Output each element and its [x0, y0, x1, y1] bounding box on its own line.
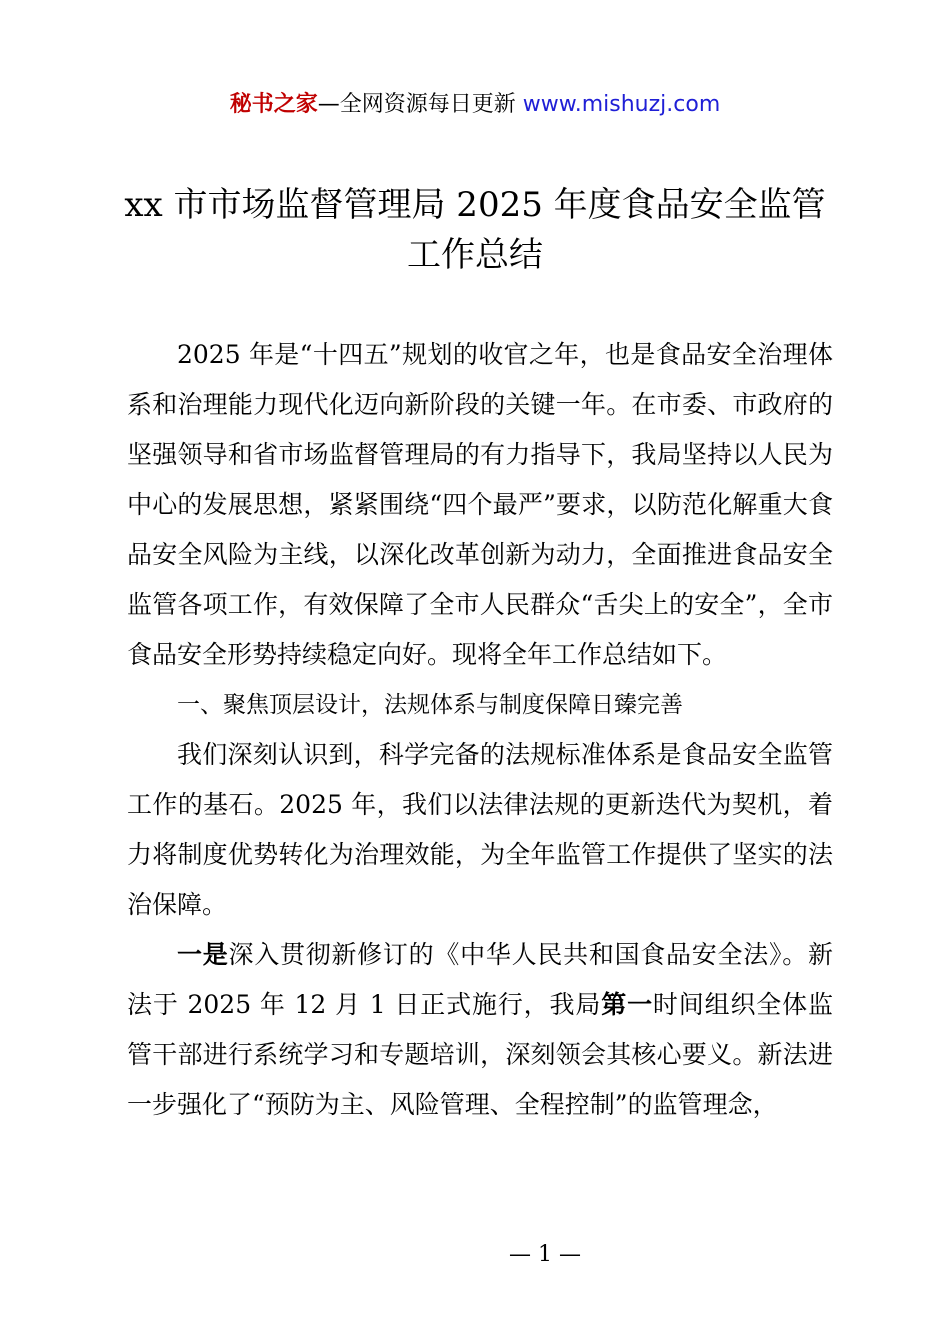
- header-tagline: —全网资源每日更新: [317, 92, 516, 117]
- intro-paragraph: 2025 年是“十四五”规划的收官之年，也是食品安全治理体系和治理能力现代化迈向新阶段的关键一年。在市委、市政府的坚强领导和省市场监督管理局的有力指导下，我局坚持以人民为中心的发展思想，紧紧围绕“四个最严”要求，以防范化解重大食品安全风险为主线，以深化改革创新为动力，全面推进食品安全监管各项工作，有效保障了全市人民群众“舌尖上的安全”，全市食品安全形势持续稳定向好。现将全年工作总结如下。: [127, 340, 833, 669]
- item-text-a: 深入贯彻新修订的《中华人民共和国食品安全法》。新法于 2025 年 12 月 1 日正式施行，我局: [127, 940, 833, 1019]
- item-paragraph: [127, 930, 833, 1130]
- section-heading: 一、聚焦顶层设计，法规体系与制度保障日臻完善: [177, 692, 683, 718]
- document-body: [127, 330, 833, 1130]
- item-lead: 一是: [177, 940, 229, 969]
- title-line-2: 工作总结: [407, 235, 543, 275]
- section-intro-paragraph: 我们深刻认识到，科学完备的法规标准体系是食品安全监管工作的基石。2025 年，我们以法律法规的更新迭代为契机，着力将制度优势转化为治理效能，为全年监管工作提供了坚实的法治保障。: [127, 740, 833, 919]
- item-text-b: 时间组织全体监管干部进行系统学习和专题培训，深刻领会其核心要义。新法进一步强化了“预防为主、风险管理、全程控制”的监管理念，: [127, 990, 833, 1119]
- title-line-1: xx 市市场监督管理局 2025 年度食品安全监管: [124, 185, 826, 225]
- site-url-link[interactable]: www.mishuzj.com: [522, 92, 721, 117]
- item-bold-text: 第一: [601, 990, 653, 1019]
- site-header: [0, 88, 950, 122]
- page-number: — 1 —: [509, 1242, 581, 1267]
- brand-name: 秘书之家: [229, 92, 318, 117]
- document-title: [100, 180, 850, 280]
